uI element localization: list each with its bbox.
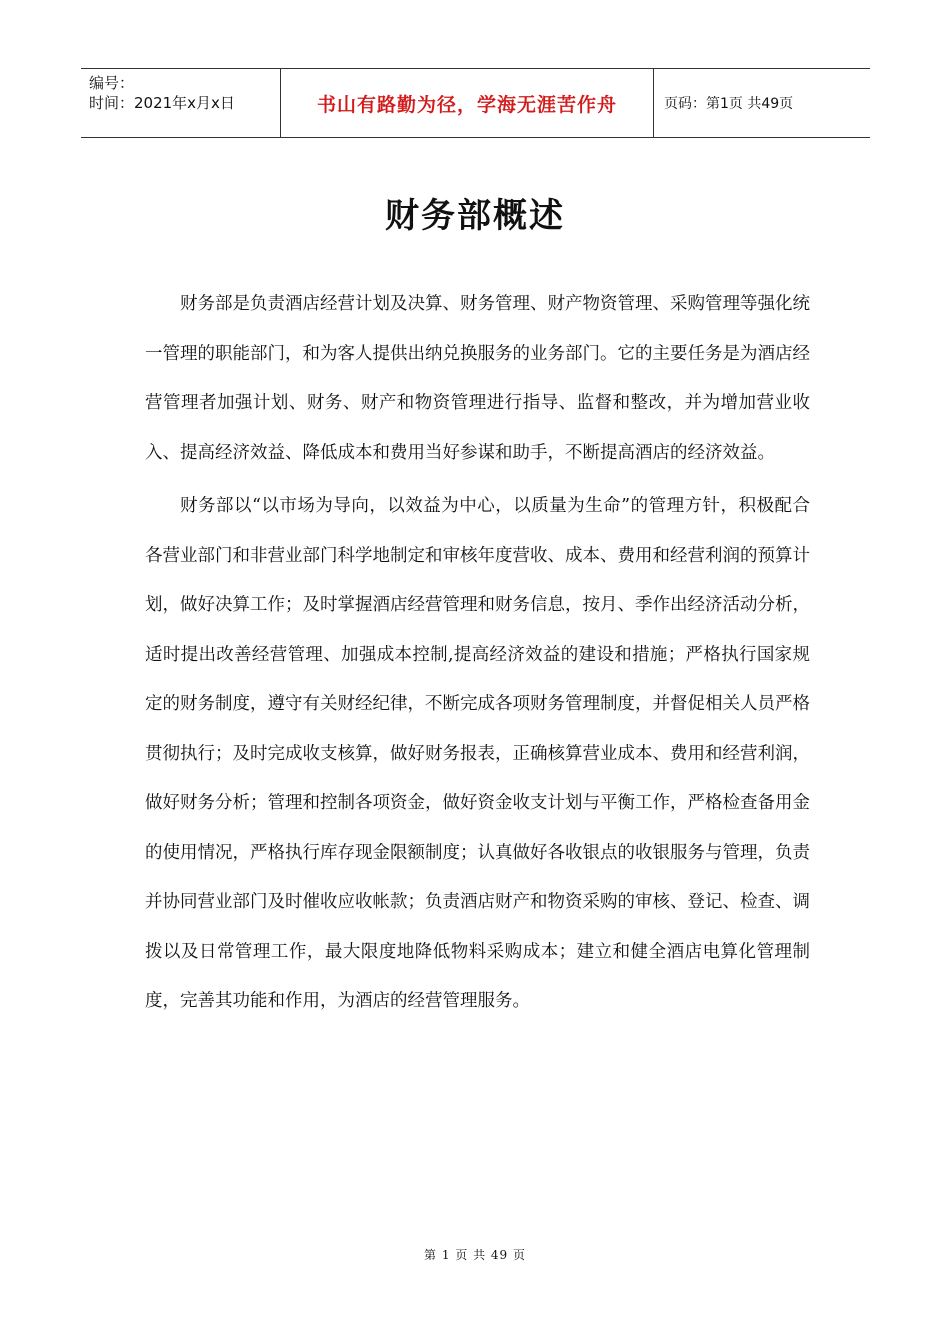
document-number-label: 编号：	[89, 74, 135, 92]
page-header	[81, 68, 870, 138]
document-body	[145, 280, 810, 1031]
paragraph-1: 财务部是负责酒店经营计划及决算、财务管理、财产物资管理、采购管理等强化统一管理的职能部门，和为客人提供出纳兑换服务的业务部门。它的主要任务是为酒店经营管理者加强计划、财务、财产和物资管理进行指导、监督和整改，并为增加营业收入、提高经济效益、降低成本和费用当好参谋和助手，不断提高酒店的经济效益。	[145, 294, 810, 463]
header-meta	[81, 69, 281, 137]
document-time: 时间：2021年x月x日	[89, 94, 235, 112]
page-title: 财务部概述	[385, 196, 565, 236]
paragraph-2: 财务部以“以市场为导向，以效益为中心，以质量为生命”的管理方针，积极配合各营业部门和非营业部门科学地制定和审核年度营收、成本、费用和经营利润的预算计划，做好决算工作；及时掌握酒店经营管理和财务信息，按月、季作出经济活动分析，适时提出改善经营管理、加强成本控制,提高经济效益的建设和措施；严格执行国家规定的财务制度，遵守有关财经纪律，不断完成各项财务管理制度，并督促相关人员严格贯彻执行；及时完成收支核算，做好财务报表，正确核算营业成本、费用和经营利润，做好财务分析；管理和控制各项资金，做好资金收支计划与平衡工作，严格检查备用金的使用情况，严格执行库存现金限额制度；认真做好各收银点的收银服务与管理，负责并协同营业部门及时催收应收帐款；负责酒店财产和物资采购的审核、登记、检查、调拨以及日常管理工作，最大限度地降低物料采购成本；建立和健全酒店电算化管理制度，完善其功能和作用，为酒店的经营管理服务。	[145, 496, 810, 1011]
header-motto: 书山有路勤为径，学海无涯苦作舟	[281, 69, 654, 137]
header-page-info: 页码：第1页 共49页	[664, 96, 794, 112]
page-footer: 第 1 页 共 49 页	[424, 1248, 526, 1262]
